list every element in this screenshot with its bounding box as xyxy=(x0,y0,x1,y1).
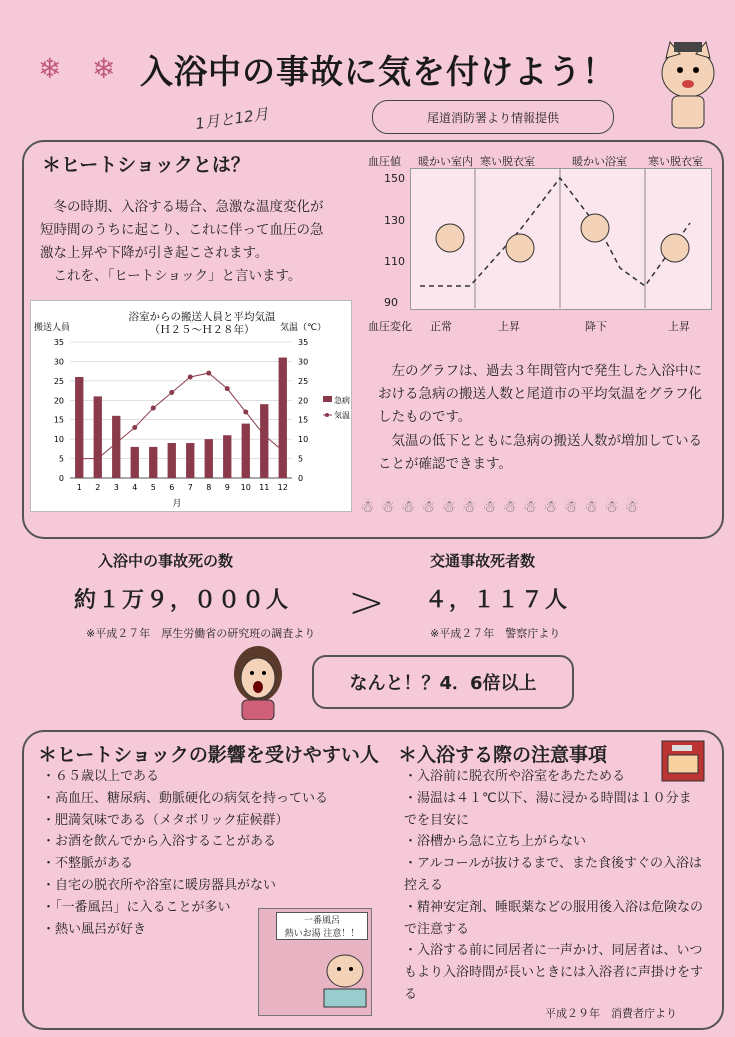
x-tick-label: 4 xyxy=(132,483,138,492)
x-tick-label: 9 xyxy=(224,483,230,492)
bp-ytick: 90 xyxy=(384,296,398,309)
x-tick-label: 10 xyxy=(240,483,251,492)
traffic-deaths-label: 交通事故死者数 xyxy=(430,552,536,570)
bar xyxy=(223,435,231,478)
list-item: ・ 入浴前に脱衣所や浴室をあたためる xyxy=(404,766,704,788)
x-tick-label: 5 xyxy=(150,483,156,492)
x-tick-label: 6 xyxy=(169,483,175,492)
source-pill: 尾道消防署より情報提供 xyxy=(372,100,614,134)
bar-line-chart xyxy=(30,300,350,510)
legend-bar-swatch xyxy=(323,396,332,402)
y-tick-label: 5 xyxy=(58,454,64,464)
bp-change: 上昇 xyxy=(498,320,520,333)
chart-y2label: 気温（℃） xyxy=(280,323,327,333)
bp-ytick: 130 xyxy=(384,214,405,227)
precautions-list xyxy=(404,766,704,1006)
bar xyxy=(149,447,157,478)
list-item: ・ 肥満気味である（メタボリック症候群） xyxy=(42,810,372,832)
temperature-point xyxy=(262,433,267,438)
handwritten-note: 1月と12月 xyxy=(194,104,270,134)
list-item: ・ 自宅の脱衣所や浴室に暖房器具がない xyxy=(42,875,372,897)
precautions-heading: ＊入浴する際の注意事項 xyxy=(398,744,608,766)
bp-ytick: 110 xyxy=(384,255,405,268)
susceptible-heading: ＊ヒートショックの影響を受けやすい人 xyxy=(38,744,379,766)
bath-deaths-source: ※平成２７年 厚生労働省の研究班の調査より xyxy=(86,627,316,640)
list-item: ・ アルコールが抜けるまで、また食後すぐの入浴は控える xyxy=(404,853,704,897)
chart-xlabel: 月 xyxy=(172,499,182,509)
y2-tick-label: 25 xyxy=(298,376,309,386)
temperature-line xyxy=(79,373,283,458)
graph-conclusion: 気温の低下とともに急病の搬送人数が増加していることが確認できます。 xyxy=(378,433,702,472)
bp-column-label: 寒い脱衣室 xyxy=(480,155,535,168)
temperature-point xyxy=(132,425,137,430)
bath-cat-icon xyxy=(320,945,370,1011)
temperature-point xyxy=(95,456,100,461)
legend-line-marker xyxy=(325,413,329,417)
y2-tick-label: 30 xyxy=(298,357,309,367)
list-item: ・ 入浴する前に同居者に一声かけ、同居者は、いつもより入浴時間が長いときには入浴者に声掛けをする xyxy=(404,940,704,1005)
bar xyxy=(242,424,250,478)
bath-sign-line: 一番風呂 xyxy=(303,916,340,926)
bp-change: 正常 xyxy=(430,320,452,333)
y2-tick-label: 0 xyxy=(298,474,304,483)
y-tick-label: 35 xyxy=(53,338,64,347)
temperature-point xyxy=(225,386,230,391)
list-item: ・ 不整脈がある xyxy=(42,853,372,875)
x-tick-label: 3 xyxy=(113,483,119,492)
x-tick-label: 8 xyxy=(206,483,212,492)
bar xyxy=(260,404,268,478)
bath-deaths-value: 約１万９，０００人 xyxy=(74,588,291,613)
heatshock-heading: ＊ヒートショックとは？ xyxy=(42,154,250,176)
y2-tick-label: 35 xyxy=(298,338,309,347)
page-title: 入浴中の事故に気を付けよう！ xyxy=(140,52,616,91)
bp-row-label: 血圧変化 xyxy=(368,320,412,333)
chart-subtitle: （Ｈ２５～Ｈ２８年） xyxy=(149,324,255,336)
list-item: ・ 高血圧、糖尿病、動脈硬化の病気を持っている xyxy=(42,788,372,810)
surprised-woman-icon xyxy=(228,640,288,720)
list-item: ・ 精神安定剤、睡眠薬などの服用後入浴は危険なので注意する xyxy=(404,897,704,941)
legend-label: 急病 xyxy=(334,396,350,405)
x-tick-label: 2 xyxy=(95,483,101,492)
temperature-point xyxy=(151,406,156,411)
bar xyxy=(186,443,194,478)
y2-tick-label: 15 xyxy=(298,415,309,425)
y-tick-label: 15 xyxy=(53,415,64,425)
bar xyxy=(168,443,176,478)
temperature-point xyxy=(169,390,174,395)
bp-diagram-art xyxy=(410,168,710,308)
bp-ytick: 150 xyxy=(384,172,405,185)
temperature-point xyxy=(188,374,193,379)
bp-change: 上昇 xyxy=(668,320,690,333)
heatshock-term: これを、「ヒートショック」と言います。 xyxy=(53,268,302,284)
snowflake-icon: ❄ xyxy=(38,52,62,85)
temperature-point xyxy=(206,371,211,376)
bar xyxy=(94,396,102,478)
y-tick-label: 25 xyxy=(53,376,64,386)
y2-tick-label: 10 xyxy=(298,435,309,445)
list-item: ・ 熱い風呂が好き xyxy=(42,919,372,941)
y2-tick-label: 20 xyxy=(298,396,309,406)
traffic-deaths-value: ４，１１７人 xyxy=(425,588,570,613)
y-tick-label: 20 xyxy=(53,396,64,406)
chart-ylabel: 搬送人員 xyxy=(34,323,71,333)
snowflake-icon: ❄ xyxy=(92,52,116,85)
bp-column-label: 暖かい室内 xyxy=(418,155,473,168)
temperature-point xyxy=(280,448,285,453)
y2-tick-label: 5 xyxy=(298,454,304,464)
y-tick-label: 30 xyxy=(53,357,64,367)
x-tick-label: 7 xyxy=(187,483,193,492)
bath-sign xyxy=(276,912,368,940)
x-tick-label: 11 xyxy=(259,483,270,492)
graph-description: 左のグラフは、過去３年間管内で発生した入浴中における急病の搬送人数と尾道市の平均気温をグラフ化したものです。 xyxy=(378,363,702,425)
list-item: ・ お酒を飲んでから入浴することがある xyxy=(42,831,372,853)
list-item: ・ 「一番風呂」に入ることが多い xyxy=(42,897,372,919)
traffic-deaths-source: ※平成２７年 警察庁より xyxy=(430,627,561,640)
x-tick-label: 1 xyxy=(76,483,82,492)
snowman-decoration-icon: ☃☃☃☃☃☃☃☃☃☃☃☃☃☃ xyxy=(360,497,645,516)
bath-deaths-label: 入浴中の事故死の数 xyxy=(98,552,234,570)
y-tick-label: 10 xyxy=(53,435,64,445)
temperature-point xyxy=(114,441,119,446)
bar xyxy=(112,416,120,478)
list-item: ・ ６５歳以上である xyxy=(42,766,372,788)
precautions-source: 平成２９年 消費者庁より xyxy=(545,1007,677,1020)
legend-label: 気温 xyxy=(334,411,350,420)
bp-column-label: 暖かい浴室 xyxy=(572,155,627,168)
cat-mascot-icon xyxy=(650,28,725,138)
greater-than-icon: > xyxy=(348,577,385,628)
bp-ylabel: 血圧値 xyxy=(368,155,401,168)
bp-column-label: 寒い脱衣室 xyxy=(648,155,703,168)
list-item: ・ 湯温は４１℃以下、湯に浸かる時間は１０分までを目安に xyxy=(404,788,704,832)
ratio-callout: なんと！？4．6倍以上 xyxy=(312,655,574,709)
bar xyxy=(75,377,83,478)
bar xyxy=(279,358,287,478)
x-tick-label: 12 xyxy=(277,483,288,492)
list-item: ・ 浴槽から急に立ち上がらない xyxy=(404,831,704,853)
bath-sign-line: 熱いお湯 注意！！ xyxy=(284,929,360,939)
bp-change: 降下 xyxy=(585,320,607,333)
heatshock-definition: 冬の時期、入浴する場合、急激な温度変化が短時間のうちに起こり、これに伴って血圧の急激な上昇や下降が引き起こされます。 xyxy=(40,199,324,261)
temperature-point xyxy=(243,409,248,414)
bar xyxy=(131,447,139,478)
bar xyxy=(205,439,213,478)
y-tick-label: 0 xyxy=(58,474,64,483)
chart-title: 浴室からの搬送人員と平均気温 xyxy=(128,311,276,323)
temperature-point xyxy=(77,456,82,461)
